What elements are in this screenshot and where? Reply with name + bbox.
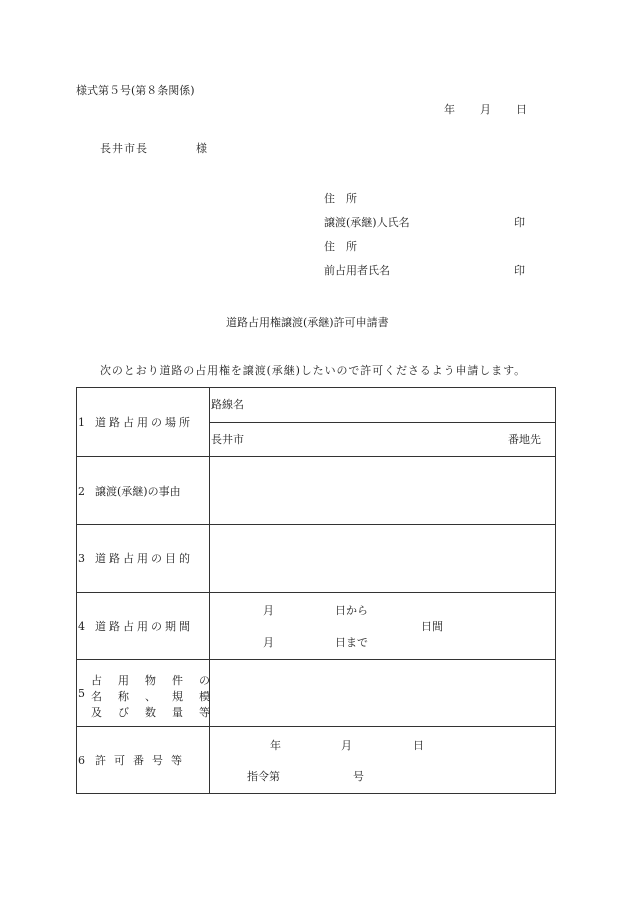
row5-char: 、	[145, 690, 156, 703]
honorific: 様	[196, 142, 207, 155]
directive-label: 指令第	[247, 770, 280, 783]
row5-char: の	[199, 674, 210, 687]
date-month: 月	[480, 103, 491, 116]
seal1: 印	[514, 216, 525, 229]
row5-char: 名	[91, 690, 102, 703]
application-table	[76, 387, 556, 794]
row1-number: 1	[78, 416, 85, 429]
row5-char: 物	[145, 674, 156, 687]
date-day: 日	[516, 103, 527, 116]
row4-label: 道路占用の期間	[95, 620, 193, 633]
route-name-label: 路線名	[211, 398, 244, 411]
row5-char: 及	[91, 706, 102, 719]
row2-label: 譲渡(承継)の事由	[95, 485, 181, 498]
permit-year: 年	[270, 739, 281, 752]
row5-char: 模	[199, 690, 210, 703]
form-number-label: 様式第５号(第８条関係)	[76, 84, 195, 97]
row1-label: 道路占用の場所	[95, 416, 193, 429]
document-title: 道路占用権譲渡(承継)許可申請書	[226, 316, 389, 329]
row5-char: 量	[172, 706, 183, 719]
row5-label-line1	[91, 672, 210, 688]
address1-label: 住 所	[324, 192, 357, 205]
row5-char: 称	[118, 690, 129, 703]
row-divider	[77, 659, 556, 660]
row-divider	[77, 524, 556, 525]
row3-label: 道路占用の目的	[95, 552, 193, 565]
row-divider	[77, 592, 556, 593]
row6-label: 許可番号等	[95, 754, 190, 767]
period-to-month: 月	[263, 636, 274, 649]
row5-char: 用	[118, 674, 129, 687]
period-to-day: 日まで	[335, 636, 368, 649]
row5-number: 5	[78, 687, 85, 700]
seal2: 印	[514, 264, 525, 277]
row3-number: 3	[78, 552, 85, 565]
row5-label-line3	[91, 704, 210, 720]
previous-occupant-name-label: 前占用者氏名	[324, 264, 390, 277]
period-days: 日間	[421, 620, 443, 633]
date-year: 年	[444, 103, 455, 116]
directive-number-suffix: 号	[353, 770, 364, 783]
column-divider	[209, 388, 210, 793]
row5-label-line2	[91, 688, 210, 704]
row5-char: び	[118, 706, 129, 719]
row5-char: 等	[199, 706, 210, 719]
row5-char: 規	[172, 690, 183, 703]
city-name: 長井市	[211, 433, 244, 446]
row2-number: 2	[78, 485, 85, 498]
transferee-name-label: 譲渡(承継)人氏名	[324, 216, 410, 229]
row-divider	[77, 456, 556, 457]
lot-suffix: 番地先	[508, 433, 541, 446]
permit-day: 日	[413, 739, 424, 752]
address2-label: 住 所	[324, 240, 357, 253]
row5-char: 件	[172, 674, 183, 687]
row-divider	[77, 726, 556, 727]
row5-char: 数	[145, 706, 156, 719]
permit-month: 月	[341, 739, 352, 752]
row5-char: 占	[91, 674, 102, 687]
period-from-day: 日から	[335, 604, 368, 617]
period-from-month: 月	[263, 604, 274, 617]
intro-text: 次のとおり道路の占用権を譲渡(承継)したいので許可くださるよう申請します。	[100, 364, 527, 377]
addressee: 長井市長	[100, 142, 148, 155]
row1-inner-divider	[209, 422, 556, 423]
row6-number: 6	[78, 754, 85, 767]
row4-number: 4	[78, 620, 85, 633]
